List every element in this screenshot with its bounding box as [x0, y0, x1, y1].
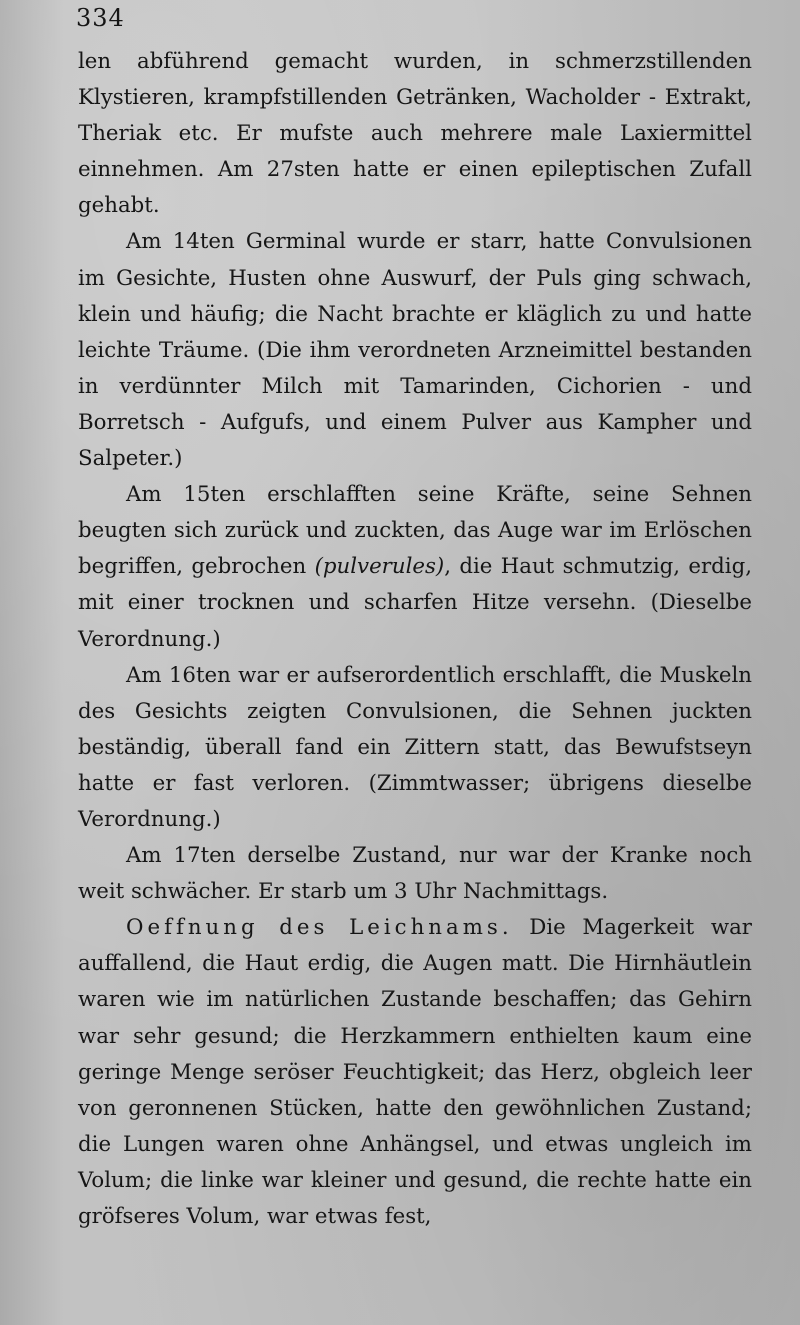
body-text: [78, 44, 752, 1235]
paragraph-17th: [78, 838, 752, 910]
paragraph-text: Am 14ten Germinal wurde er starr, hatte Convulsionen im Gesichte, Husten ohne Auswurf, der Puls ging schwach, klein und häufig; die Nacht brachte er kläglich zu und hatte leichte Träume. (Die ihm verordneten Arzneimittel bestanden in verdünnter Milch mit Tamarinden, Cichorien - und Borretsch - Aufgufs, und einem Pulver aus Kampher und Salpeter.): [78, 229, 752, 472]
paragraph-autopsy: [78, 910, 752, 1235]
section-heading: Oeffnung des Leichnams.: [126, 915, 513, 941]
paragraph-continuation: [78, 44, 752, 224]
paragraph-text-before: Am 15ten erschlafften seine Kräfte, seine Sehnen beugten sich zurück und zuckten, das Auge war im Erlöschen begriffen, gebrochen: [78, 482, 752, 580]
paragraph-text: Am 17ten derselbe Zustand, nur war der Kranke noch weit schwächer. Er starb um 3 Uhr Nachmittags.: [78, 843, 752, 905]
paragraph-15th: [78, 477, 752, 657]
paragraph-14-germinal: [78, 224, 752, 477]
paragraph-text: Am 16ten war er aufserordentlich erschlafft, die Muskeln des Gesichts zeigten Convulsionen, die Sehnen juckten beständig, überall fand ein Zittern statt, das Bewufstseyn hatte er fast verloren. (Zimmtwasser; übrigens dieselbe Verordnung.): [78, 662, 752, 832]
paragraph-text-after: , die Haut schmutzig, erdig, mit einer trocknen und scharfen Hitze versehn. (Dieselbe Verordnung.): [78, 554, 752, 652]
page-number: 334: [76, 4, 125, 32]
paragraph-text: len abführend gemacht wurden, in schmerzstillenden Klystieren, krampfstillenden Getränken, Wacholder - Extrakt, Theriak etc. Er mufste auch mehrere male Laxiermittel einnehmen. Am 27sten hatte er einen epileptischen Zufall gehabt.: [78, 49, 752, 219]
paragraph-text: Die Magerkeit war auffallend, die Haut erdig, die Augen matt. Die Hirnhäutlein waren wie im natürlichen Zustande beschaffen; das Gehirn war sehr gesund; die Herzkammern enthielten kaum eine geringe Menge seröser Feuchtigkeit; das Herz, obgleich leer von geronnenen Stücken, hatte den gewöhnlichen Zustand; die Lungen waren ohne Anhängsel, und etwas ungleich im Volum; die linke war kleiner und gesund, die rechte hatte ein gröfseres Volum, war etwas fest,: [78, 915, 752, 1229]
paragraph-16th: [78, 658, 752, 838]
latin-term: (pulverules): [314, 554, 445, 580]
